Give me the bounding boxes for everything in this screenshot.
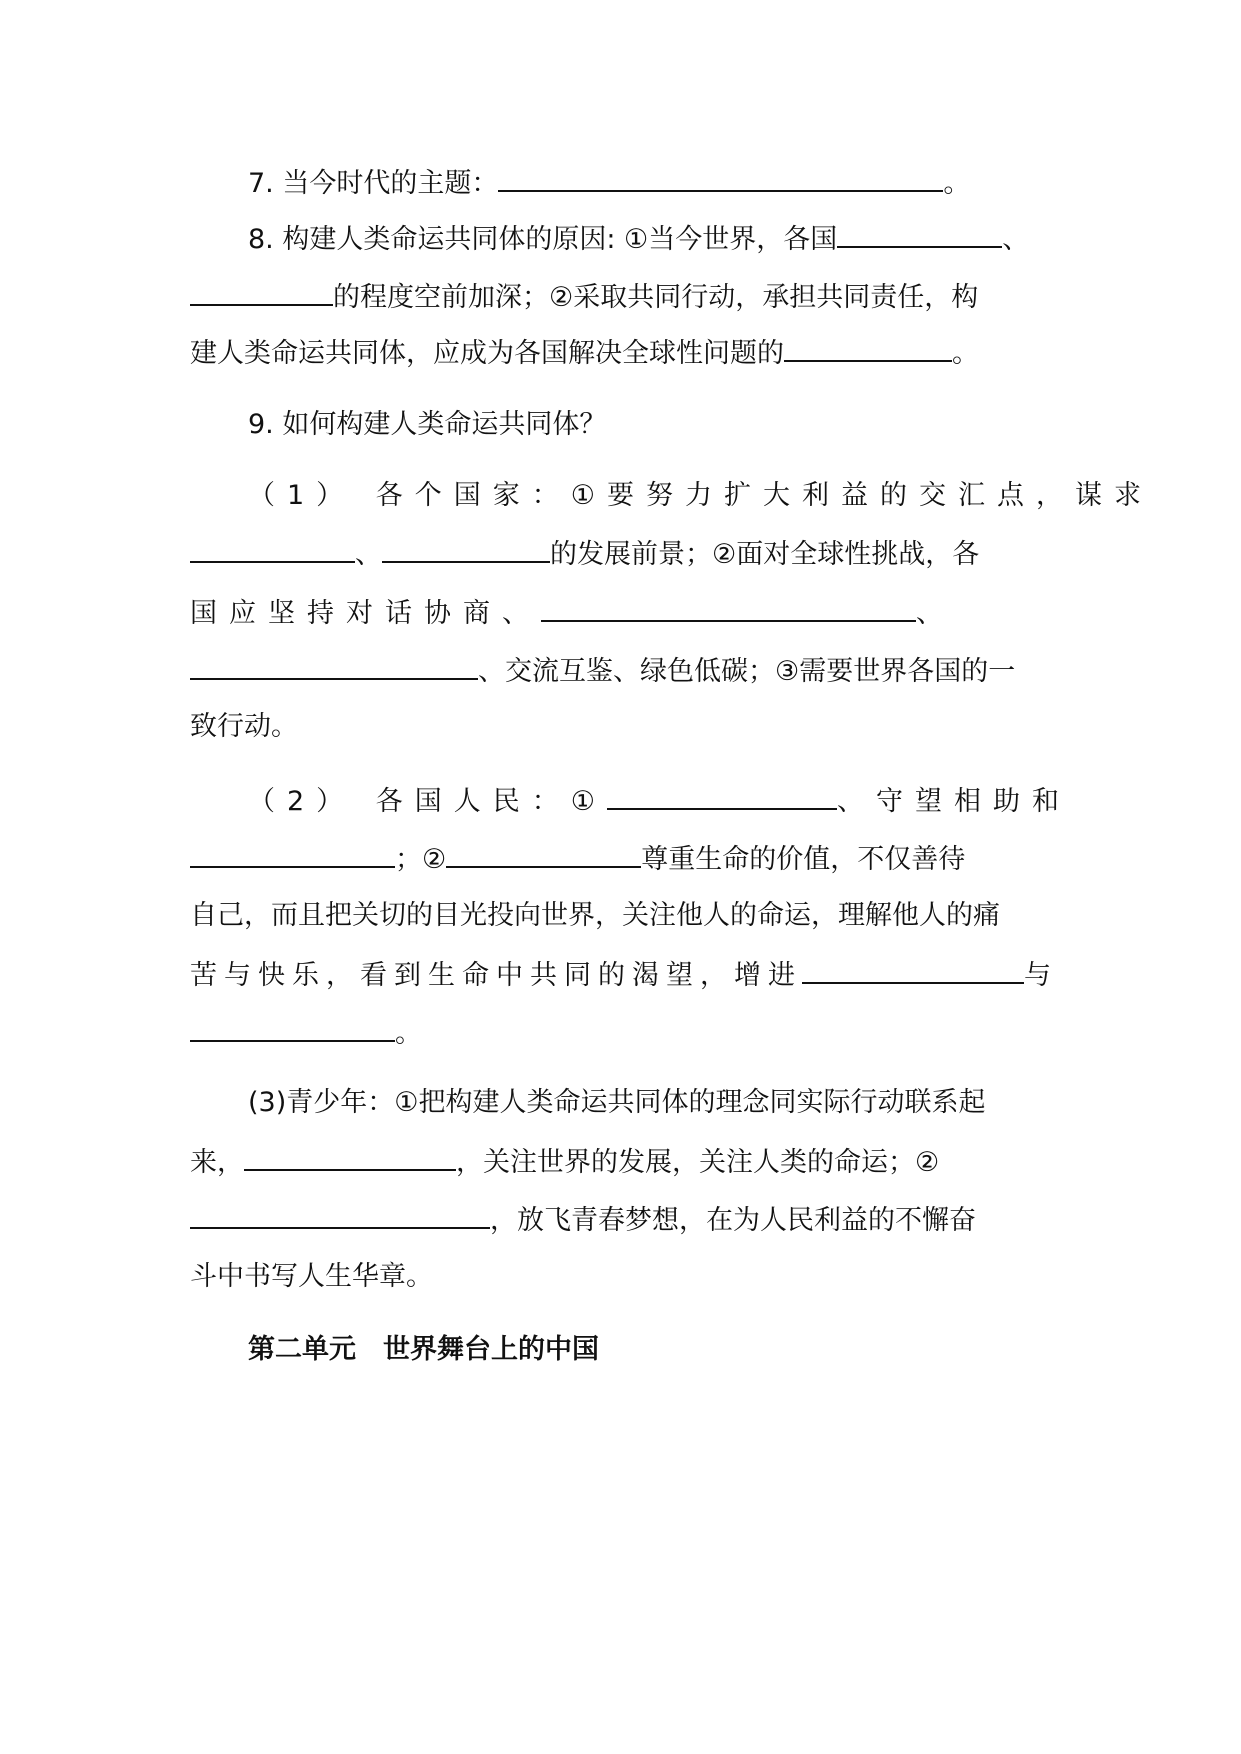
- q9-p2-blank-3[interactable]: [446, 838, 641, 868]
- q9-p3-line-3: ，放飞青春梦想，在为人民利益的不懈奋: [190, 1199, 1060, 1241]
- q9-p2-blank-4[interactable]: [802, 954, 1024, 984]
- q9-p1-line-5: 致行动。: [190, 711, 298, 742]
- q9-p1-line-1: （1） 各个国家：①要努力扩大利益的交汇点，谋求: [248, 480, 1153, 511]
- q9-p3-line-4: 斗中书写人生华章。: [190, 1261, 433, 1292]
- q9-p2-line-1: （2） 各国人民：① 、守望相助和: [248, 780, 1118, 822]
- q9-p2-line-2: ；② 尊重生命的价值，不仅善待: [190, 838, 1060, 880]
- q9-title: 9. 如何构建人类命运共同体？: [248, 409, 607, 440]
- q9-p3-line-1: (3)青少年：①把构建人类命运共同体的理念同实际行动联系起: [248, 1087, 986, 1118]
- q7-text: 7. 当今时代的主题：: [248, 168, 499, 199]
- q9-p1-blank-1[interactable]: [190, 533, 355, 563]
- q9-p1-line-3: 国应坚持对话协商、 、: [190, 592, 1060, 634]
- q8-line-1: 8. 构建人类命运共同体的原因: ①当今世界，各国 、: [248, 218, 1118, 260]
- q9-p3-line-2: 来， ，关注世界的发展，关注人类的命运；②: [190, 1141, 1060, 1183]
- q9-p3-blank-1[interactable]: [244, 1141, 456, 1171]
- q7-blank[interactable]: [498, 162, 943, 192]
- q9-p2-line-3: 自己，而且把关切的目光投向世界，关注他人的命运，理解他人的痛: [190, 900, 1000, 931]
- unit-heading: 第二单元 世界舞台上的中国: [248, 1334, 599, 1365]
- q9-p2-line-4: 苦与快乐，看到生命中共同的渴望，增进 与: [190, 954, 1060, 996]
- q9-p1-line-4: 、交流互鉴、绿色低碳；③需要世界各国的一: [190, 650, 1060, 692]
- q8-line-3: 建人类命运共同体，应成为各国解决全球性问题的 。: [190, 332, 1060, 374]
- q9-p1-blank-3[interactable]: [541, 592, 916, 622]
- q8-line-2: 的程度空前加深；②采取共同行动，承担共同责任，构: [190, 276, 1060, 318]
- q9-p3-blank-2[interactable]: [190, 1199, 490, 1229]
- q9-p2-blank-1[interactable]: [607, 780, 837, 810]
- q8-blank-3[interactable]: [784, 332, 952, 362]
- q9-p2-line-5: 。: [190, 1012, 1060, 1054]
- q8-blank-2[interactable]: [190, 276, 333, 306]
- q9-p1-blank-4[interactable]: [190, 650, 478, 680]
- q9-p2-blank-2[interactable]: [190, 838, 395, 868]
- q7-line: 7. 当今时代的主题： 。: [248, 162, 1118, 204]
- q9-p1-line-2: 、 的发展前景；②面对全球性挑战，各: [190, 533, 1060, 575]
- q9-p2-blank-5[interactable]: [190, 1012, 395, 1042]
- q8-blank-1[interactable]: [837, 218, 1002, 248]
- q9-p1-blank-2[interactable]: [382, 533, 550, 563]
